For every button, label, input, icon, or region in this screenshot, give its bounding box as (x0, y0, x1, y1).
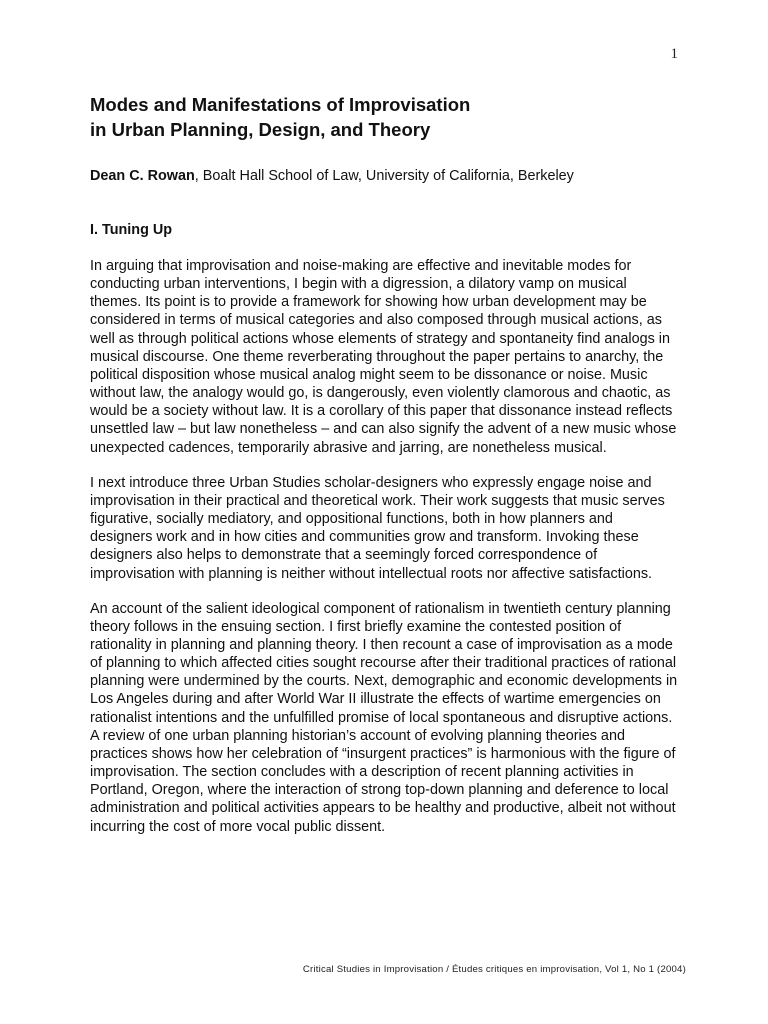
paper-title-line-2: in Urban Planning, Design, and Theory (90, 119, 431, 140)
page-content (90, 92, 678, 836)
author-line (90, 167, 678, 186)
paper-title-line-1: Modes and Manifestations of Improvisation (90, 94, 471, 115)
paragraph-2: I next introduce three Urban Studies scholar-designers who expressly engage noise and improvisation in their practical and theoretical work. Their work suggests that music serves figurative, socially mediatory, and oppositional functions, both in how planners and designers work and in how cities and communities grow and transform. Invoking these designers also helps to demonstrate that a seemingly forced correspondence of improvisation with planning is neither without intellectual roots nor affective satisfactions. (90, 474, 665, 582)
paragraph-1: In arguing that improvisation and noise-making are effective and inevitable modes for conducting urban interventions, I begin with a digression, a dilatory vamp on musical themes. Its point is to provide a framework for showing how urban development may be considered in terms of musical categories and also composed through musical actions, as well as through political actions whose elements of strategy and spontaneity find analogs in musical discourse. One theme reverberating throughout the paper pertains to anarchy, the political disposition whose musical analog might seem to be dissonance or noise. Music without law, the analogy would go, is dangerously, even violently clamorous and chaotic, as would be a society without law. It is a corollary of this paper that dissonance instead reflects unsettled law – but law nonetheless – and can also signify the advent of a new music whose unexpected cadences, temporarily abrasive and jarring, are nonetheless musical. (90, 258, 677, 456)
author-name: Dean C. Rowan (90, 168, 195, 184)
journal-citation-footer: Critical Studies in Improvisation / Études critiques en improvisation, Vol 1, No 1 (2004) (302, 964, 686, 975)
paper-title (90, 92, 678, 142)
section-heading: I. Tuning Up (90, 222, 173, 238)
author-affiliation: , Boalt Hall School of Law, University of California, Berkeley (194, 168, 574, 184)
page-number: 1 (670, 46, 678, 62)
paragraph-3: An account of the salient ideological component of rationalism in twentieth century planning theory follows in the ensuing section. I first briefly examine the contested position of rationality in planning and planning theory. I then recount a case of improvisation as a mode of planning to which affected cities sought recourse after their traditional practices of rational planning were undermined by the courts. Next, demographic and economic developments in Los Angeles during and after World War II illustrate the effects of wartime emergencies on rationalist intentions and the unfulfilled promise of local spontaneous and disruptive actions. A review of one urban planning historian’s account of evolving planning theories and practices shows how her celebration of “insurgent practices” is harmonious with the figure of improvisation. The section concludes with a description of recent planning activities in Portland, Oregon, where the interaction of strong top-down planning and deference to local administration and political activities appears to be healthy and productive, albeit not without incurring the cost of more vocal public dissent. (90, 600, 678, 835)
